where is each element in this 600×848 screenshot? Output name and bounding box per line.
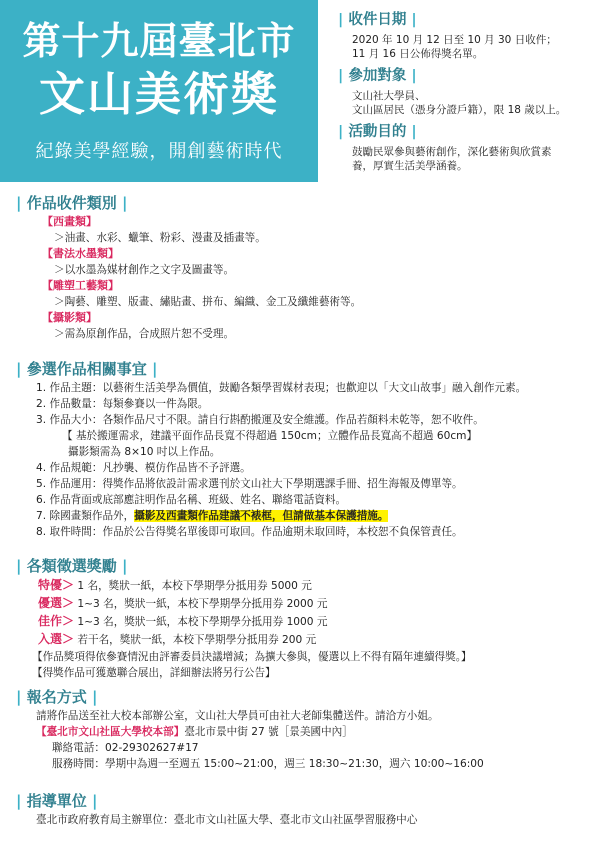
rule-item: 7. 除國畫類作品外，攝影及西畫類作品建議不裱框，但請做基本保護措施。 xyxy=(36,510,389,522)
signup-hours: 服務時間：學期中為週一至週五 15:00~21:00，週三 18:30~21:30，週六 10:00~16:00 xyxy=(52,758,484,770)
section-heading: | 報名方式 | xyxy=(16,688,98,706)
info-title: 收件日期 xyxy=(348,12,407,28)
info-eligibility: | 參加對象 | 文山社大學員、 文山區居民（憑身分證戶籍），限 18 歲以上。 xyxy=(338,66,593,117)
rule-item: 2. 作品數量：每類參賽以一件為限。 xyxy=(36,398,209,410)
title-banner xyxy=(0,0,318,182)
banner-title-line2: 文山美術獎 xyxy=(39,67,279,121)
info-title: 活動目的 xyxy=(348,124,407,140)
award-item: 特優＞ 1 名，獎狀一紙，本校下學期學分抵用券 5000 元 xyxy=(38,578,312,592)
award-note: 【得獎作品可獲邀聯合展出，詳細辦法將另行公告】 xyxy=(32,667,276,679)
category-name: 【攝影類】 xyxy=(42,311,97,324)
rule-item: 5. 作品運用：得獎作品將依設計需求選刊於文山社大下學期選課手冊、招生海報及傳單等。 xyxy=(36,478,463,490)
section-heading: | 作品收件類別 | xyxy=(16,194,128,212)
award-item: 佳作＞ 1~3 名，獎狀一紙，本校下學期學分抵用券 1000 元 xyxy=(38,614,328,628)
info-submission-date: | 收件日期 | 2020 年 10 月 12 日至 10 月 30 日收件； 11 月 16 日公佈得獎名單。 xyxy=(338,10,593,61)
info-text: 鼓勵民眾參與藝術創作，深化藝術與欣賞素 養，厚實生活美學涵養。 xyxy=(352,146,552,172)
section-heading: | 參選作品相關事宜 | xyxy=(16,360,158,378)
category-name: 【書法水墨類】 xyxy=(42,247,119,260)
rule-item: 6. 作品背面或底部應註明作品名稱、班級、姓名、聯絡電話資料。 xyxy=(36,494,347,506)
rule-item: 3. 作品大小：各類作品尺寸不限。請自行斟酌搬運及安全維護。作品若顏料未乾等，恕不收件。 xyxy=(36,414,484,426)
category-desc: ＞油畫、水彩、蠟筆、粉彩、漫畫及插畫等。 xyxy=(54,232,266,244)
section-awards xyxy=(16,555,591,681)
rule-note: 【 基於搬運需求，建議平面作品長寬不得超過 150cm；立體作品長寬高不超過 60cm】 xyxy=(62,430,478,442)
rule-item: 8. 取件時間：作品於公告得獎名單後即可取回。作品逾期未取回時，本校恕不負保管責任。 xyxy=(36,526,463,538)
category-desc: ＞陶藝、雕塑、版畫、繡貼畫、拼布、編織、金工及纖維藝術等。 xyxy=(54,296,362,308)
banner-title-line1: 第十九屆臺北市 xyxy=(22,19,296,63)
award-note: 【作品獎項得依參賽情況由評審委員決議增減；為擴大參與，優選以上不得有隔年連續得獎。】 xyxy=(32,651,472,663)
category-desc: ＞需為原創作品，合成照片恕不受理。 xyxy=(54,328,235,340)
info-text: 文山社大學員、 文山區居民（憑身分證戶籍），限 18 歲以上。 xyxy=(352,90,567,116)
category-desc: ＞以水墨為媒材創作之文字及圖畫等。 xyxy=(54,264,235,276)
signup-location: 【臺北市文山社區大學校本部】臺北市景中街 27 號［景美國中內］ xyxy=(36,726,353,738)
info-purpose: | 活動目的 | 鼓勵民眾參與藝術創作，深化藝術與欣賞素 養，厚實生活美學涵養。 xyxy=(338,122,593,173)
section-categories xyxy=(16,192,591,342)
highlight-text: 攝影及西畫類作品建議不裱框，但請做基本保護措施。 xyxy=(134,510,389,522)
award-item: 優選＞ 1~3 名，獎狀一紙，本校下學期學分抵用券 2000 元 xyxy=(38,596,328,610)
rule-item: 4. 作品規範：凡抄襲、模仿作品皆不予評選。 xyxy=(36,462,251,474)
section-signup xyxy=(16,686,591,772)
rule-note: 攝影類需為 8×10 吋以上作品。 xyxy=(68,446,221,458)
category-name: 【雕塑工藝類】 xyxy=(42,279,119,292)
info-title: 參加對象 xyxy=(348,68,407,84)
section-rules xyxy=(16,358,591,540)
signup-instructions: 請將作品送至社大校本部辦公室，文山社大學員可由社大老師集體送件。請洽方小姐。 xyxy=(36,710,439,722)
award-item: 入選＞ 若干名，獎狀一紙，本校下學期學分抵用券 200 元 xyxy=(38,632,317,646)
section-heading: | 各類徵選獎勵 | xyxy=(16,557,128,575)
signup-phone: 聯絡電話：02-29302627#17 xyxy=(52,742,199,754)
guide-organizers: 臺北市政府教育局主辦單位：臺北市文山社區大學、臺北市文山社區學習服務中心 xyxy=(36,814,418,826)
banner-slogan: 紀錄美學經驗，開創藝術時代 xyxy=(35,141,283,162)
info-text: 2020 年 10 月 12 日至 10 月 30 日收件； 11 月 16 日公佈得獎名單。 xyxy=(352,34,557,60)
section-heading: | 指導單位 | xyxy=(16,792,98,810)
section-guide xyxy=(16,790,591,828)
category-name: 【西畫類】 xyxy=(42,215,97,228)
rule-item: 1. 作品主題：以藝術生活美學為價值，鼓勵各類學習媒材表現；也歡迎以「大文山故事」融入創作元素。 xyxy=(36,382,527,394)
